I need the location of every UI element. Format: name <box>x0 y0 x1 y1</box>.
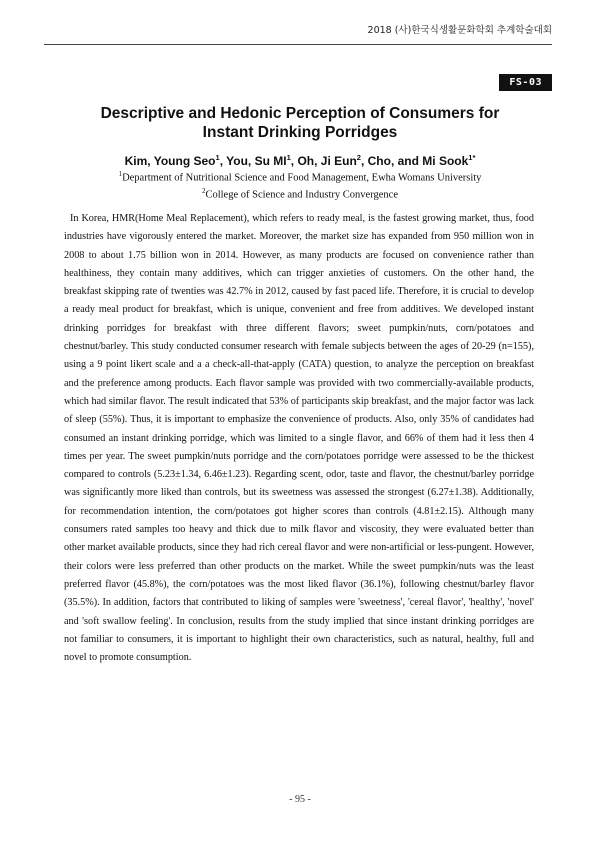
affiliation-1: $^1$Department of Nutritional Science and Food Management, Ewha Womans University <box>118 170 482 184</box>
affiliations <box>40 168 560 201</box>
author-4: Cho, and Mi Sook$^{1*}$ <box>367 153 476 168</box>
author-2: You, Su $MI^1$, <box>226 153 298 168</box>
affiliation-2: $^2$College of Science and Industry Convergence <box>201 186 399 200</box>
paper-title <box>60 104 540 142</box>
page-number: - 95 - <box>289 794 311 805</box>
author-list <box>40 153 560 168</box>
abstract-body: In Korea, HMR(Home Meal Replacement), which refers to ready meal, is the fastest growing market, thus, food industries have vigorously entered the market. Moreover, the market size has expanded from 950 million won in 2008 to about 1.75 billion won in 2014. However, as many products are focused on convenience rather than healthiness, they contain many additives, which can trigger anxieties of customers. On the other hand, the breakfast skipping rate of twenties was 42.7% in 2012, caused by fast paced life. Therefore, it is crucial to develop a ready meal product for breakfast, which is unique, convenient and free from additives. We developed instant drinking porridges for breakfast with three different flavors; sweet pumpkin/nuts, corn/potatoes and chestnut/barley. This study conducted consumer research with female subjects between the ages of 20-29 (n=155), using a 9 point likert scale and a a check-all-that-apply (CATA) question, to analyze the perception on breakfast and the preference among products. Each flavor sample was provided with two commercially-available products, which had similar flavor. The result indicated that 53% of participants skip breakfast, and the major factor was lack of sleep (55%). Thus, it is important to emphasize the convenience of products. Also, only 35% of candidates had consumed an instant drinking porridge, which was limited to a single flavor, and 66% of them had it less then 4 times per year. The sweet pumpkin/nuts porridge and the corn/potatoes porridge were assessed to be the thickest compared to controls (5.23±1.34, 6.46±1.23). Regarding scent, odor, taste and flavor, the chestnut/barley porridge was significantly more liked than controls, but its sweetness was assessed the strongest (6.27±1.38). Additionally, for recommendation intention, the corn/potatoes got higher scores than controls (4.81±2.15). Although many consumers rated samples too heavy and thick due to milk flavor and viscosity, they were evaluated better than other market available products, since they had rich cereal flavor and were non-artificial or less-pungent. However, their colors were less preferred than other products on the market. While the sweet pumpkin/nuts was the least preferred flavor (45.8%), the corn/potatoes was the most liked flavor (36.1%), following chestnut/barley flavor (35.5%). In addition, factors that contributed to liking of samples were 'sweetness', 'cereal flavor', 'healthy', 'novel' and 'soft swallow feeling'. In conclusion, results from the study implied that since instant drinking porridges are not familiar to consumers, it is important to highlight their own characteristics, such as natural, healthy, full and novel to promote consumption. <box>64 213 534 664</box>
title-line-2: Instant Drinking Porridges <box>202 124 398 141</box>
header-rule <box>44 44 552 45</box>
conference-header: 2018 (사)한국식생활문화학회 추계학술대회 <box>367 25 552 36</box>
author-1: Kim, Young Seo$^1$, <box>124 153 227 168</box>
session-badge: FS-03 <box>499 74 552 91</box>
title-line-1: Descriptive and Hedonic Perception of Consumers for <box>100 105 500 122</box>
author-3: Oh, Ji Eun$^2$, <box>297 153 368 168</box>
